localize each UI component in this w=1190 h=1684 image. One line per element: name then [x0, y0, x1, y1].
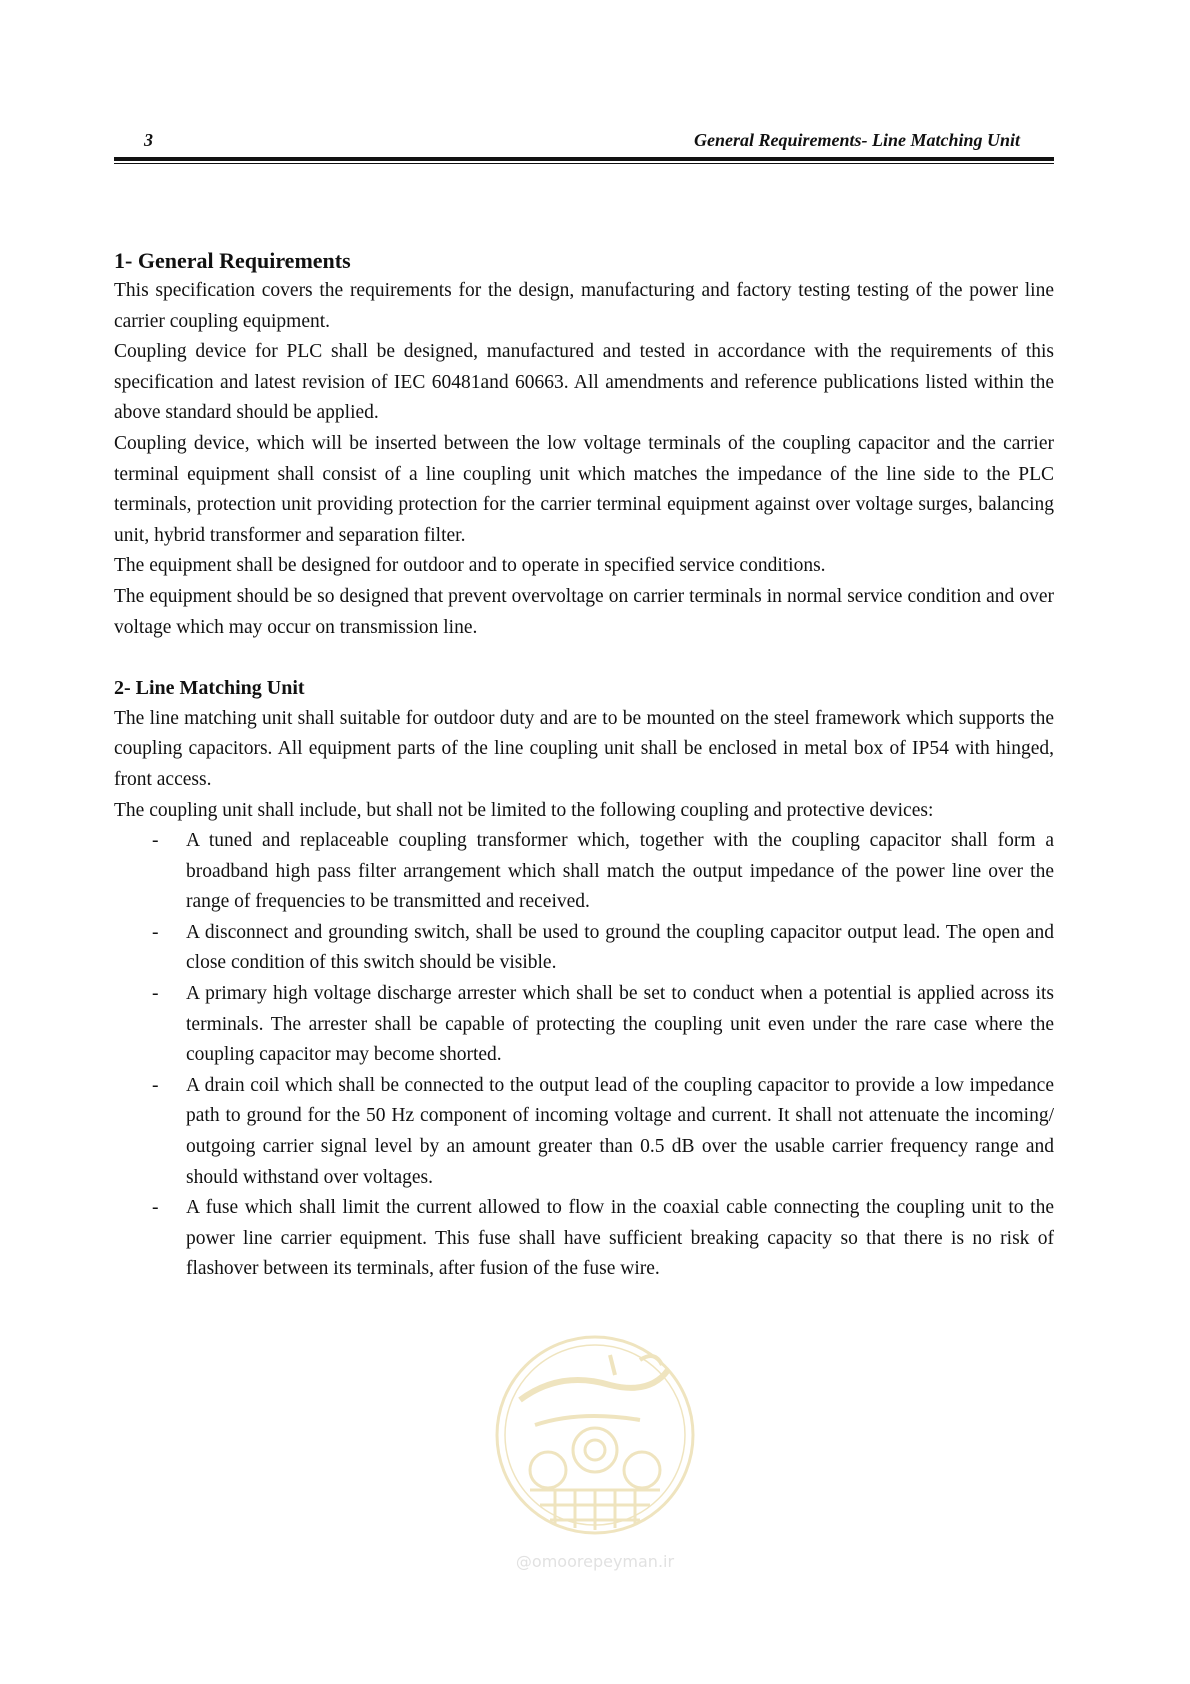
header-rule-thin	[114, 163, 1054, 164]
bullet-dash: -	[152, 1074, 159, 1096]
section-2-paragraph: The line matching unit shall suitable for outdoor duty and are to be mounted on the steel framework which supports the coupling capacitors. All equipment parts of the line coupling unit shall be enclosed in metal box of IP54 with hinged, front access.	[114, 707, 1054, 790]
list-item	[114, 1071, 1054, 1193]
section-1-paragraph: This specification covers the requirements for the design, manufacturing and factory testing testing of the power line carrier coupling equipment.	[114, 280, 1054, 332]
list-item	[114, 826, 1054, 918]
watermark-text: @omoorepeyman.ir	[515, 1552, 675, 1571]
section-1-paragraph: The equipment shall be designed for outdoor and to operate in specified service conditions.	[114, 555, 826, 577]
list-item-text: A disconnect and grounding switch, shall be used to ground the coupling capacitor output lead. The open and close condition of this switch should be visible.	[186, 921, 1054, 974]
page-header	[114, 128, 1054, 156]
section-1-heading: 1- General Requirements	[114, 248, 351, 273]
device-list	[114, 826, 1054, 1285]
bullet-dash: -	[152, 921, 159, 943]
bullet-dash: -	[152, 830, 159, 852]
page-number: 3	[144, 130, 153, 150]
watermark	[490, 1330, 700, 1590]
section-2-heading: 2- Line Matching Unit	[114, 677, 305, 700]
list-item-text: A primary high voltage discharge arrester which shall be set to conduct when a potential is applied across its terminals. The arrester shall be capable of protecting the coupling unit even under the rare case where the coupling capacitor may become shorted.	[186, 983, 1054, 1066]
section-1-paragraph: Coupling device for PLC shall be designed, manufactured and tested in accordance with the requirements of this specification and latest revision of IEC 60481and 60663. All amendments and reference publications listed within the above standard should be applied.	[114, 341, 1054, 424]
bullet-dash: -	[152, 1197, 159, 1219]
list-item	[114, 918, 1054, 979]
list-item-text: A fuse which shall limit the current allowed to flow in the coaxial cable connecting the coupling unit to the power line carrier equipment. This fuse shall have sufficient breaking capacity so that there is no risk of flashover between its terminals, after fusion of the fuse wire.	[186, 1197, 1054, 1280]
document-body	[114, 246, 1054, 1285]
list-item-text: A drain coil which shall be connected to the output lead of the coupling capacitor to provide a low impedance path to ground for the 50 Hz component of incoming voltage and current. It shall not attenuate the incoming/ outgoing carrier signal level by an amount greater than 0.5 dB over the usable carrier frequency range and should withstand over voltages.	[186, 1074, 1054, 1188]
watermark-seal-icon	[490, 1330, 700, 1545]
section-1-paragraph: Coupling device, which will be inserted between the low voltage terminals of the coupling capacitor and the carrier terminal equipment shall consist of a line coupling unit which matches the impedance of the line side to the PLC terminals, protection unit providing protection for the carrier terminal equipment against over voltage surges, balancing unit, hybrid transformer and separation filter.	[114, 432, 1054, 546]
list-item	[114, 979, 1054, 1071]
header-title: General Requirements- Line Matching Unit	[693, 130, 1020, 150]
list-item	[114, 1193, 1054, 1285]
header-rule-thick	[114, 157, 1054, 161]
section-1-paragraph: The equipment should be so designed that prevent overvoltage on carrier terminals in normal service condition and over voltage which may occur on transmission line.	[114, 585, 1054, 638]
bullet-dash: -	[152, 983, 159, 1005]
list-item-text: A tuned and replaceable coupling transformer which, together with the coupling capacitor shall form a broadband high pass filter arrangement which shall match the output impedance of the power line over the range of frequencies to be transmitted and received.	[186, 830, 1054, 913]
section-2-paragraph: The coupling unit shall include, but shall not be limited to the following coupling and protective devices:	[114, 799, 934, 821]
